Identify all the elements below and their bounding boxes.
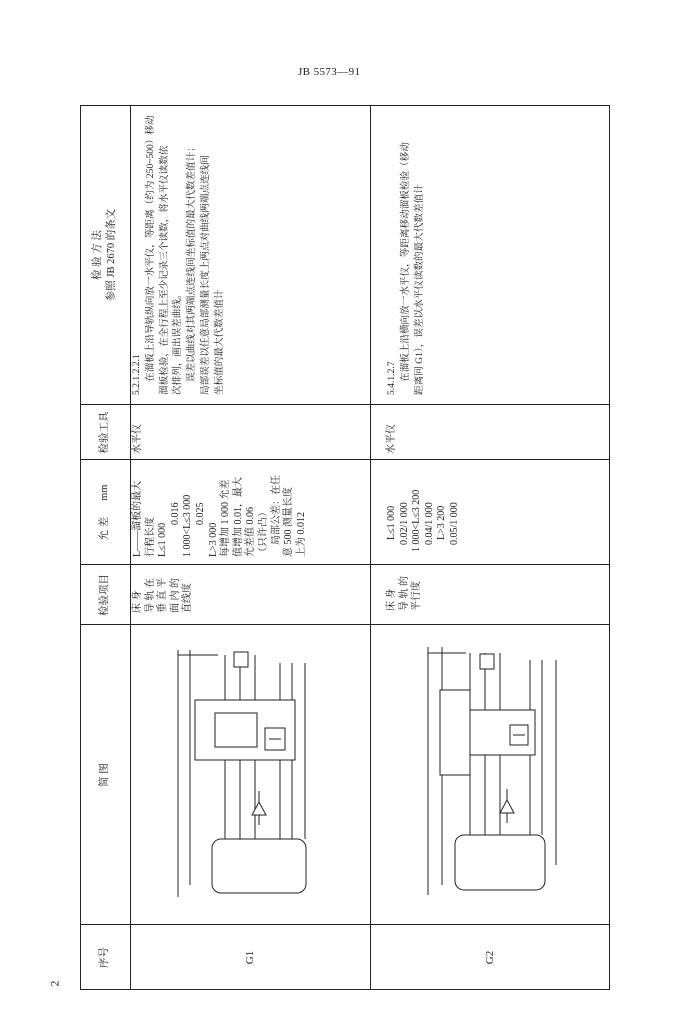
tool-g1 [130,405,370,460]
level-symbol-icon [252,802,266,815]
method-line: 在溜板上沿导轨纵向放一水平仪，等距离（约为 250~500）移动 [144,115,156,382]
item-line: 床 身 [132,590,143,613]
header-tolerance-label: 允 差 [99,516,110,541]
tool-g2 [370,405,610,460]
tolerance-g1 [130,460,370,565]
header-item: 检验项目 [99,574,110,616]
tolerance-line: 值增加 0.01，最大 [232,477,244,557]
tolerance-line: 0.016 [169,502,181,525]
tolerance-line: 上为 0.012 [295,512,307,557]
tolerance-line: 0.02/1 000 [398,502,410,545]
tolerance-line: 意 500 测量长度 [283,487,295,557]
tolerance-line: 行程长度 [144,517,156,557]
tolerance-line: 1 000<L≤3 000 [182,494,194,557]
method-line: 误差以曲线对其两端点连线间坐标值的最大代数差值计； [186,142,198,382]
method-line: 局部误差以任意局部测量长度上两点对曲线两端点连线间 [199,155,211,395]
tolerance-line: L≤1 000 [157,522,169,557]
tolerance-line: 0.05/1 000 [448,502,460,545]
carriage-outline [440,690,470,775]
tolerance-g2 [370,460,610,565]
tool-name: 水平仪 [386,424,397,454]
method-line: 次排列，画出误差曲线。 [172,289,184,395]
tolerance-line: 0.04/1 000 [423,502,435,545]
page-number: 2 [47,980,62,987]
level-symbol-icon [500,800,514,813]
method-clause: 5.4.1.2.7 [386,361,397,395]
method-g2 [370,105,610,405]
header-tolerance-row [98,485,112,541]
item-line: 平行度 [411,581,423,611]
tolerance-line: 允差值 0.06 [245,507,257,557]
header-sketch: 简 图 [99,763,110,787]
tolerance-line: （只许凸） [257,507,269,557]
item-line: 面 内 的 [169,578,181,613]
tool-name: 水平仪 [132,424,143,454]
item-line: 垂 直 平 [157,578,169,613]
row-number: G1 [244,950,256,965]
item-line: 直线度 [182,583,194,613]
tolerance-line: L>3 000 [207,522,219,557]
header-tolerance-unit: mm [99,484,110,501]
tolerance-line: 0.025 [194,502,206,525]
item-line: 导 轨 的 [398,576,410,611]
header-no: 序号 [99,947,110,968]
tolerance-line: L≤1 000 [386,505,397,540]
headstock-outline [212,839,306,893]
item-g2 [370,565,610,625]
item-line: 导 轨 在 [144,578,156,613]
method-g1 [130,105,370,405]
tolerance-line: L——溜板的最大 [132,480,143,557]
item-line: 床 身 [386,588,397,611]
tolerance-line: 局部公差：在任 [270,475,282,545]
headstock-outline [455,835,545,890]
sketch-g1 [130,625,370,925]
header-tool: 检验工具 [99,411,110,454]
tolerance-line: 1 000<L≤3 200 [411,489,423,552]
lathe-bed-sketch [130,625,370,925]
header-tolerance [80,460,130,565]
method-line: 距离同 G1），误差以水平仪读数的最大代数差值计 [413,184,425,395]
method-line: 在溜板上沿横向放一水平仪，等距离移动溜板检验（移动 [399,142,411,382]
method-line: 溜板检验，在全行程上至少记录三个读数，将水平仪读数依 [158,145,170,395]
inspection-table [80,105,610,990]
standard-number: JB 5573—91 [298,66,361,78]
header-method [80,105,130,405]
header-method-reference: 参照 JB 2670 的条文 [106,208,117,302]
method-line: 坐标值的最大代数差值计 [213,289,225,395]
header-method-title: 检 验 方 法 [92,230,103,280]
tolerance-line: L>3 200 [436,505,448,540]
method-clause: 5.2.1.2.2.1 [131,354,142,395]
lathe-bed-sketch [370,625,610,925]
tailstock-outline [480,654,494,669]
sketch-g2 [370,625,610,925]
tolerance-line: 每增加 1 000 允差 [220,479,232,557]
item-g1 [130,565,370,625]
tailstock-outline [234,652,248,667]
cross-slide-outline [215,713,257,747]
row-number: G2 [484,950,496,965]
